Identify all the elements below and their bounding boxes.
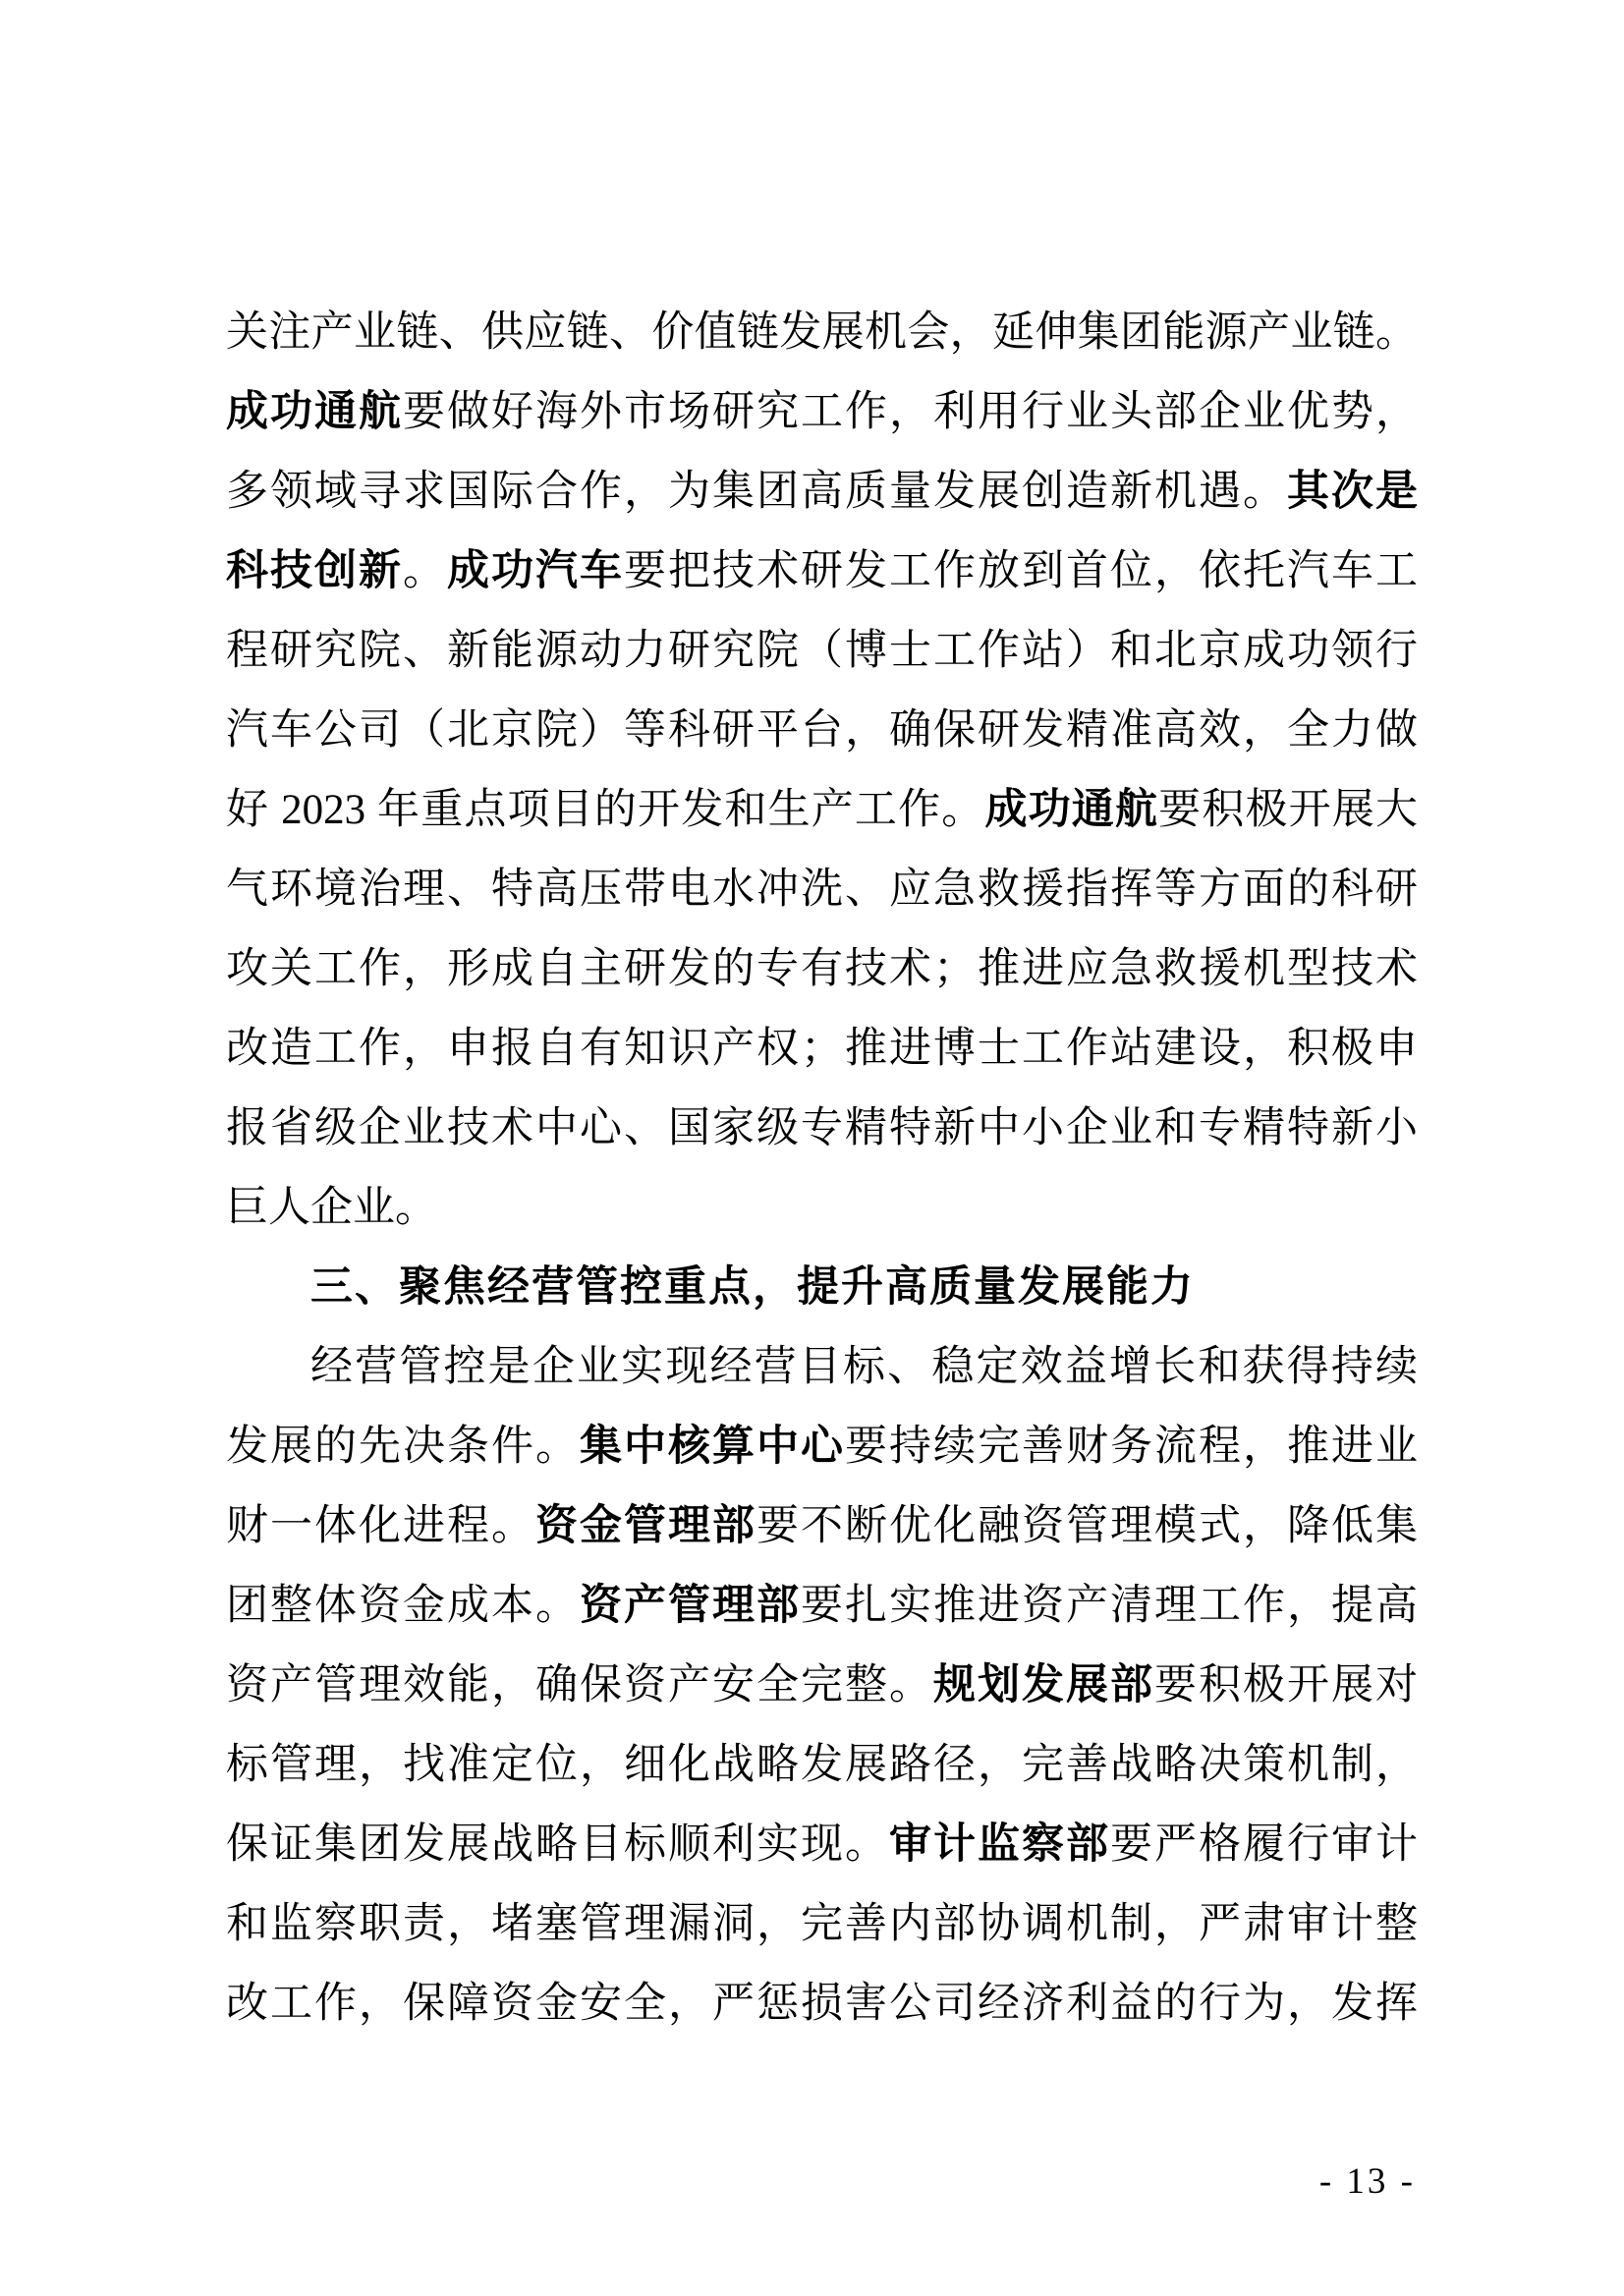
body-text-run: 气环境治理、特高压带电水冲洗、应急救援指挥等方面的科研 (226, 867, 1418, 913)
body-text-run: 要不断优化融资管理模式，降低集 (756, 1503, 1418, 1549)
text-line (226, 1884, 1418, 1964)
body-text-run: 汽车公司（北京院）等科研平台，确保研发精准高效，全力做 (226, 707, 1418, 754)
body-text-run: 攻关工作，形成自主研发的专有技术；推进应急救援机型技术 (226, 946, 1418, 992)
text-line (226, 770, 1418, 850)
text-line (226, 1646, 1418, 1725)
body-text-run: 程研究院、新能源动力研究院（博士工作站）和北京成功领行 (226, 628, 1418, 674)
body-text-run: 改造工作，申报自有知识产权；推进博士工作站建设，积极申 (226, 1026, 1418, 1072)
body-text-run: 巨人企业。 (226, 1185, 437, 1231)
text-line (226, 1327, 1418, 1407)
emphasis-text-run: 资产管理部 (580, 1583, 801, 1629)
body-text-run: 和监察职责，堵塞管理漏洞，完善内部协调机制，严肃审计整 (226, 1901, 1418, 1947)
emphasis-text-run: 成功汽车 (447, 548, 624, 594)
text-line (226, 1009, 1418, 1089)
text-line (226, 372, 1418, 452)
emphasis-text-run: 规划发展部 (933, 1662, 1154, 1708)
body-text-run: 财一体化进程。 (226, 1503, 535, 1549)
body-text-run: 要积极开展大 (1158, 787, 1419, 833)
body-text-run: 保证集团发展战略目标顺利实现。 (226, 1821, 889, 1868)
body-text-run: 报省级企业技术中心、国家级专精特新中小企业和专精特新小 (226, 1105, 1418, 1151)
text-line (226, 1407, 1418, 1486)
text-line (226, 1168, 1418, 1248)
body-text-run: 要持续完善财务流程，推进业 (845, 1424, 1418, 1470)
body-text-run: 改工作，保障资金安全，严惩损害公司经济利益的行为，发挥 (226, 1981, 1418, 2027)
text-line (226, 1486, 1418, 1566)
emphasis-text-run: 其次是 (1287, 469, 1418, 515)
text-line (226, 1805, 1418, 1884)
body-text-run: 标管理，找准定位，细化战略发展路径，完善战略决策机制， (226, 1742, 1418, 1788)
page-number: - 13 - (1318, 2161, 1416, 2202)
text-line (226, 532, 1418, 611)
body-text-run: 经营管控是企业实现经营目标、稳定效益增长和获得持续 (310, 1344, 1418, 1390)
body-text-run: 要把技术研发工作放到首位，依托汽车工 (624, 548, 1418, 594)
emphasis-text-run: 成功通航 (226, 389, 403, 435)
body-text-run: 资产管理效能，确保资产安全完整。 (226, 1662, 933, 1708)
text-line (226, 1566, 1418, 1646)
text-line (226, 929, 1418, 1009)
text-line (226, 1089, 1418, 1168)
text-line (226, 611, 1418, 691)
body-text-run: 团整体资金成本。 (226, 1583, 580, 1629)
body-text-run: 。 (403, 548, 447, 594)
document-body (226, 293, 1418, 2044)
text-line (226, 1725, 1418, 1805)
text-line (226, 1964, 1418, 2044)
emphasis-text-run: 审计监察部 (889, 1821, 1110, 1868)
body-text-run: 要做好海外市场研究工作，利用行业头部企业优势， (403, 389, 1418, 435)
body-text-run: 要严格履行审计 (1110, 1821, 1418, 1868)
body-text-run: 发展的先决条件。 (226, 1424, 580, 1470)
text-line (226, 691, 1418, 770)
text-line (226, 293, 1418, 372)
body-text-run: 好 2023 年重点项目的开发和生产工作。 (226, 787, 985, 833)
emphasis-text-run: 成功通航 (984, 787, 1159, 833)
body-text-run: 要积极开展对 (1154, 1662, 1418, 1708)
body-text-run: 关注产业链、供应链、价值链发展机会，延伸集团能源产业链。 (226, 309, 1418, 356)
section-heading: 三、聚焦经营管控重点，提升高质量发展能力 (310, 1263, 1195, 1311)
emphasis-text-run: 资金管理部 (535, 1503, 756, 1549)
body-text-run: 要扎实推进资产清理工作，提高 (801, 1583, 1418, 1629)
emphasis-text-run: 科技创新 (226, 548, 403, 594)
body-text-run: 多领域寻求国际合作，为集团高质量发展创造新机遇。 (226, 469, 1287, 515)
text-line (226, 452, 1418, 532)
emphasis-text-run: 集中核算中心 (580, 1424, 845, 1470)
text-line (226, 850, 1418, 929)
